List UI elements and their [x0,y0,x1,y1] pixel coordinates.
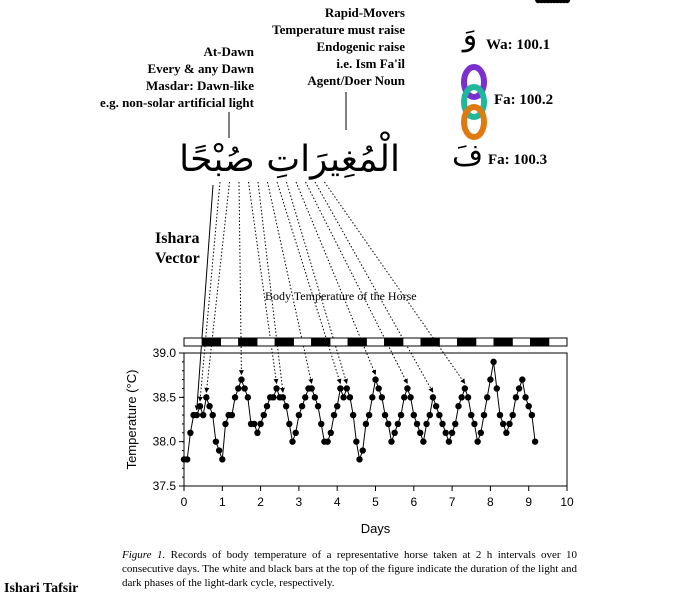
temperature-point [510,412,516,418]
temperature-point [337,385,343,391]
fa3-label: Fa: 100.3 [488,152,548,168]
x-tick-label: 4 [333,495,341,509]
temperature-point [289,438,295,444]
temperature-point [417,430,423,436]
temperature-point [366,412,372,418]
temperature-point [516,385,522,391]
temperature-point [241,385,247,391]
temperature-point [513,394,519,400]
temperature-point [254,430,260,436]
temperature-point [296,412,302,418]
temperature-point [308,385,314,391]
temperature-point [430,394,436,400]
temperature-point [356,456,362,462]
x-tick-label: 2 [257,495,264,509]
x-tick-label: 3 [295,495,303,509]
temperature-point [468,412,474,418]
temperature-point [302,394,308,400]
dark-phase-bar [494,338,512,346]
temperature-point [449,430,455,436]
plot-frame [184,353,567,486]
light-phase-bar [220,338,238,346]
temperature-point [395,421,401,427]
movers-note-line: i.e. Ism Fa'il [336,56,405,71]
temperature-point [471,421,477,427]
temperature-point [216,447,222,453]
dawn-note-line: Masdar: Dawn-like [146,78,254,93]
movers-note-line: Temperature must raise [272,22,405,37]
temperature-point [455,403,461,409]
temperature-point [500,421,506,427]
caption-text: Records of body temperature of a representative horse taken at 2 h intervals over 10 consecutive days. The white and black bars at the top of the figure indicate the duration of the light and dark phases of the light-dark cycle, respectively. [122,549,577,589]
temperature-point [385,421,391,427]
temperature-point [363,421,369,427]
x-tick-label: 6 [410,495,418,509]
temperature-point [411,412,417,418]
temperature-point [388,438,394,444]
temperature-point [372,376,378,382]
temperature-point [187,430,193,436]
temperature-point [232,394,238,400]
temperature-point [526,403,532,409]
temperature-point [398,412,404,418]
temperature-point [200,412,206,418]
y-tick-label: 39.0 [152,346,176,360]
y-tick-label: 38.0 [152,434,176,449]
temperature-point [452,421,458,427]
dark-phase-bar [531,338,549,346]
temperature-chart [124,0,574,536]
temperature-point [401,394,407,400]
temperature-point [328,430,334,436]
dark-phase-bar [458,338,476,346]
wa-label: Wa: 100.1 [486,37,551,53]
temperature-point [273,385,279,391]
temperature-point [203,394,209,400]
fa-label: Fa: 100.2 [494,92,554,108]
temperature-point [481,412,487,418]
arabic-fa: فَ [451,138,484,173]
ishari-tafsir-label: Ishari Tafsir [4,581,79,596]
ishara-dotted-arrow [258,182,283,392]
arabic-word-subhan: صُبْحًا [179,139,255,180]
temperature-point [497,412,503,418]
ishara-dotted-arrow [315,182,433,392]
temperature-point [222,421,228,427]
temperature-point [324,438,330,444]
light-phase-bar [366,338,384,346]
temperature-point [433,403,439,409]
light-phase-bar [257,338,275,346]
movers-note-line: Agent/Doer Noun [307,73,405,88]
x-tick-label: 5 [372,495,379,509]
ishara-dotted-arrow [200,182,220,401]
temperature-point [379,394,385,400]
temperature-point [391,430,397,436]
temperature-point [532,438,538,444]
y-tick-label: 37.5 [152,479,176,493]
movers-note-line: Rapid-Movers [324,5,405,20]
temperature-point [443,430,449,436]
temperature-point [194,412,200,418]
temperature-point [375,385,381,391]
temperature-point [494,385,500,391]
temperature-point [529,412,535,418]
dark-phase-bar [312,338,330,346]
temperature-point [315,403,321,409]
light-phase-bar [512,338,530,346]
temperature-series-line [184,362,535,460]
temperature-point [414,421,420,427]
temperature-point [446,438,452,444]
light-phase-bar [549,338,567,346]
dark-phase-bar [275,338,293,346]
temperature-point [506,421,512,427]
temperature-point [404,385,410,391]
temperature-point [238,376,244,382]
temperature-point [407,394,413,400]
temperature-point [490,359,496,365]
ishara-arrows [197,182,465,410]
temperature-point [487,376,493,382]
chain-links-icon [464,67,484,137]
dawn-note-line: Every & any Dawn [147,61,254,76]
dark-phase-bar [385,338,403,346]
x-tick-label: 0 [180,495,188,509]
temperature-point [427,412,433,418]
x-tick-label: 7 [448,495,456,509]
y-tick-label: 38.5 [152,390,176,405]
temperature-point [318,421,324,427]
temperature-point [436,412,442,418]
temperature-point [299,403,305,409]
temperature-point [283,403,289,409]
temperature-point [503,430,509,436]
light-phase-bar [184,338,202,346]
temperature-point [219,456,225,462]
temperature-point [334,403,340,409]
temperature-point [280,394,286,400]
dark-phase-bar [421,338,439,346]
dark-phase-bar [202,338,220,346]
temperature-point [235,385,241,391]
temperature-point [350,412,356,418]
temperature-point [522,394,528,400]
temperature-point [353,438,359,444]
temperature-point [229,412,235,418]
temperature-point [519,376,525,382]
x-tick-label: 10 [560,495,574,509]
caption-prefix: Figure 1. [122,549,166,561]
temperature-point [261,412,267,418]
temperature-point [478,430,484,436]
figure-title: Body Temperature of the Horse [265,289,417,303]
x-tick-label: 8 [487,495,494,509]
light-phase-bar [293,338,311,346]
temperature-point [360,447,366,453]
temperature-point [462,385,468,391]
light-phase-bar [439,338,457,346]
temperature-point [423,421,429,427]
light-phase-bar [403,338,421,346]
dawn-note-line: e.g. non-solar artificial light [100,95,254,110]
temperature-point [184,456,190,462]
vector-word: Vector [155,250,200,267]
chain-link-orange [464,107,484,137]
movers-note-line: Endogenic raise [316,39,405,54]
temperature-point [347,394,353,400]
temperature-point [340,394,346,400]
temperature-point [293,430,299,436]
dark-phase-bar [348,338,366,346]
temperature-point [312,394,318,400]
temperature-point [382,412,388,418]
x-tick-label: 9 [525,495,533,509]
light-phase-bar [476,338,494,346]
temperature-point [331,412,337,418]
ishara-vector-arrow [197,185,213,410]
light-phase-bar [330,338,348,346]
temperature-point [439,421,445,427]
temperature-point [286,421,292,427]
y-axis-label: Temperature (°C) [124,369,139,470]
dark-phase-bar [239,338,257,346]
temperature-point [344,385,350,391]
temperature-point [458,394,464,400]
temperature-point [213,438,219,444]
temperature-point [245,394,251,400]
ishara-dotted-arrow [206,182,229,392]
x-tick-label: 1 [218,495,226,509]
temperature-point [210,412,216,418]
temperature-point [251,421,257,427]
temperature-point [257,421,263,427]
temperature-point [197,403,203,409]
figure-caption [122,548,577,590]
temperature-point [420,438,426,444]
temperature-point [484,394,490,400]
temperature-point [206,403,212,409]
temperature-point [369,394,375,400]
x-axis-label: Days [360,521,391,536]
temperature-point [264,403,270,409]
temperature-point [465,394,471,400]
dawn-note-line: At-Dawn [203,44,254,59]
temperature-point [270,394,276,400]
arabic-wa: وَ [462,18,478,53]
temperature-point [474,438,480,444]
arabic-word-mughirat: الْمُغِيرَاتِ [266,139,400,180]
ishara-word: Ishara [155,230,200,247]
